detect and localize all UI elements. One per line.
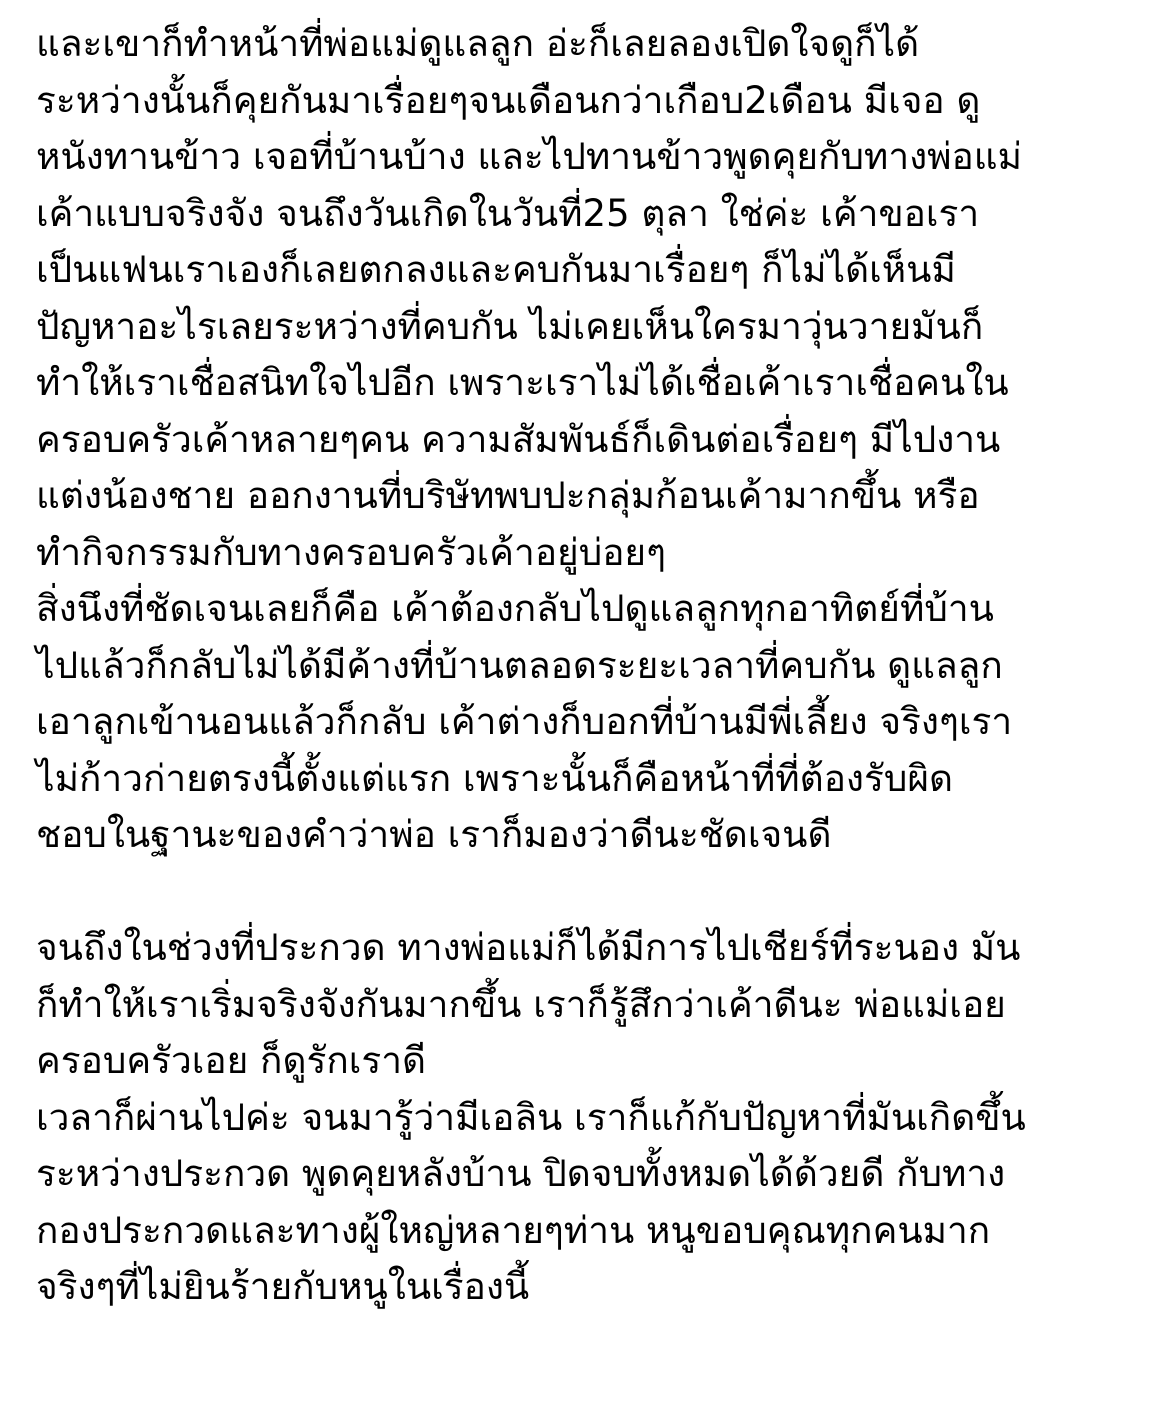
- text-line: ระหว่างประกวด พูดคุยหลังบ้าน ปิดจบทั้งหมดได้ด้วยดี กับทาง: [36, 1152, 1006, 1195]
- text-line: ระหว่างนั้นก็คุยกันมาเรื่อยๆจนเดือนกว่าเกือบ2เดือน มีเจอ ดู: [36, 78, 981, 122]
- document-body: [36, 16, 1136, 1316]
- paragraph-4: [36, 1090, 1136, 1316]
- text-line: และเขาก็ทำหน้าที่พ่อแม่ดูแลลูก อ่ะก็เลยลองเปิดใจดูก็ได้: [36, 22, 920, 65]
- text-line: เวลาก็ผ่านไปค่ะ จนมารู้ว่ามีเอลิน เราก็แก้กับปัญหาที่มันเกิดขึ้น: [36, 1095, 1026, 1139]
- text-line: ปัญหาอะไรเลยระหว่างที่คบกัน ไม่เคยเห็นใครมาวุ่นวายมันก็: [36, 304, 984, 348]
- text-line: ไม่ก้าวก่ายตรงนี้ตั้งแต่แรก เพราะนั้นก็คือหน้าที่ที่ต้องรับผิด: [36, 756, 954, 800]
- text-line: แต่งน้องชาย ออกงานที่บริษัทพบปะกลุ่มก้อนเค้ามากขึ้น หรือ: [36, 474, 980, 517]
- text-line: ครอบครัวเค้าหลายๆคน ความสัมพันธ์ก็เดินต่อเรื่อยๆ มีไปงาน: [36, 417, 1001, 461]
- paragraph-2: [36, 581, 1136, 864]
- text-line: เค้าแบบจริงจัง จนถึงวันเกิดในวันที่25 ตุลา ใช่ค่ะ เค้าขอเรา: [36, 191, 980, 235]
- text-line: จนถึงในช่วงที่ประกวด ทางพ่อแม่ก็ได้มีการไปเชียร์ที่ระนอง มัน: [36, 926, 1021, 969]
- text-line: ก็ทำให้เราเริ่มจริงจังกันมากขึ้น เราก็รู้สึกว่าเค้าดีนะ พ่อแม่เอย: [36, 982, 1006, 1026]
- paragraph-3: [36, 920, 1136, 1090]
- text-line: จริงๆที่ไม่ยินร้ายกับหนูในเรื่องนี้: [36, 1265, 530, 1308]
- text-line: ชอบในฐานะของคำว่าพ่อ เราก็มองว่าดีนะชัดเจนดี: [36, 813, 832, 856]
- paragraph-1: [36, 16, 1136, 581]
- blank-line: [36, 864, 1136, 921]
- text-line: ทำให้เราเชื่อสนิทใจไปอีก เพราะเราไม่ได้เชื่อเค้าเราเชื่อคนใน: [36, 361, 1009, 404]
- text-line: กองประกวดและทางผู้ใหญ่หลายๆท่าน หนูขอบคุณทุกคนมาก: [36, 1208, 991, 1252]
- text-line: เอาลูกเข้านอนแล้วก็กลับ เค้าต่างก็บอกที่บ้านมีพี่เลี้ยง จริงๆเรา: [36, 700, 1013, 743]
- text-line: ทำกิจกรรมกับทางครอบครัวเค้าอยู่บ่อยๆ: [36, 530, 666, 574]
- text-line: สิ่งนึงที่ชัดเจนเลยก็คือ เค้าต้องกลับไปดูแลลูกทุกอาทิตย์ที่บ้าน: [36, 587, 994, 630]
- text-line: ครอบครัวเอย ก็ดูรักเราดี: [36, 1039, 427, 1082]
- text-line: เป็นแฟนเราเองก็เลยตกลงและคบกันมาเรื่อยๆ ก็ไม่ได้เห็นมี: [36, 248, 956, 291]
- text-line: หนังทานข้าว เจอที่บ้านบ้าง และไปทานข้าวพูดคุยกับทางพ่อแม่: [36, 135, 1023, 178]
- text-line: ไปแล้วก็กลับไม่ได้มีค้างที่บ้านตลอดระยะเวลาที่คบกัน ดูแลลูก: [36, 643, 1003, 687]
